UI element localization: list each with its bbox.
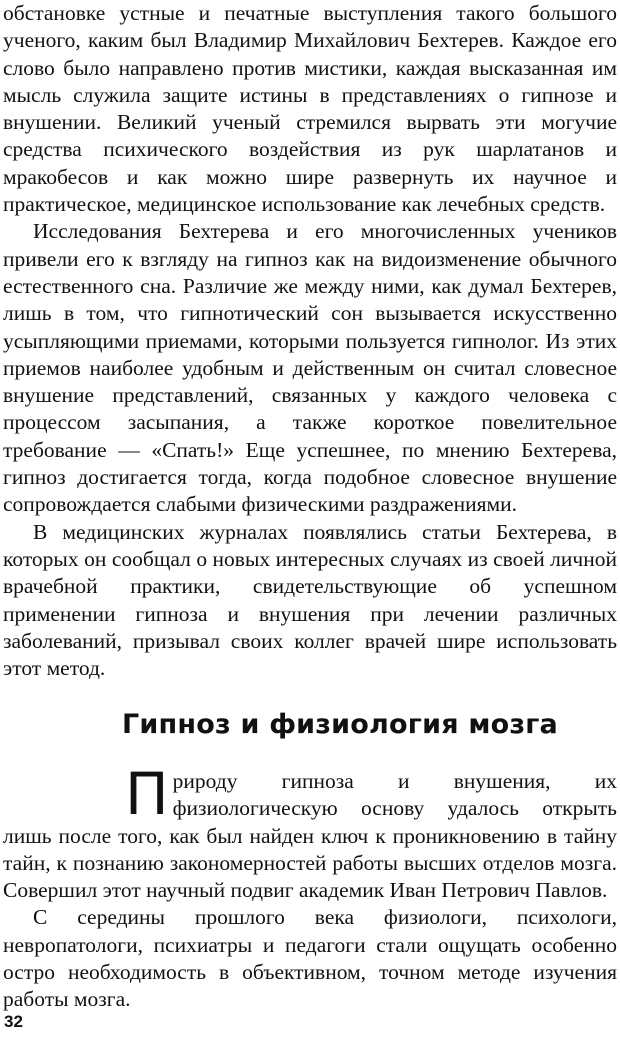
drop-cap: П bbox=[125, 760, 169, 828]
page-number: 32 bbox=[4, 1012, 23, 1031]
text-block-top bbox=[3, 0, 617, 682]
paragraph-body: рироду гипноза и внушения, их физиологическую основу удалось открыть лишь после того, как был найден ключ к проникновению в тайну тайн, к познанию закономерностей работы высших отделов мозга. Совершил этот научный подвиг академик Иван Петрович Павлов. bbox=[3, 769, 617, 903]
text-block-bottom bbox=[3, 760, 617, 1014]
paragraph: В медицинских журналах появлялись статьи Бехтерева, в которых он сообщал о новых интересных случаях из своей личной врачебной практики, свидетельствующие об успешном применении гипноза и внушения при лечении различных заболеваний, призывал своих коллег врачей шире использовать этот метод. bbox=[3, 519, 617, 681]
paragraph: С середины прошлого века физиологи, психологи, невропатологи, психиатры и педагоги стали ощущать особенно остро необходимость в объективном, точном методе изучения работы мозга. bbox=[3, 905, 617, 1012]
section-heading: Гипноз и физиология мозга bbox=[122, 709, 558, 740]
paragraph-with-dropcap bbox=[3, 760, 617, 904]
paragraph: Исследования Бехтерева и его многочисленных учеников привели его к взгляду на гипноз как на видоизменение обычного естественного сна. Различие же между ними, как думал Бехтерев, лишь в том, что гипнотический сон вызывается искусственно усыпляющими приемами, которыми пользуется гипнолог. Из этих приемов наиболее удобным и действенным он считал словесное внушение представлений, связанных у каждого человека с процессом засыпания, а также короткое повелительное требование — «Спать!» Еще успешнее, по мнению Бехтерева, гипноз достигается тогда, когда подобное словесное внушение сопровождается слабыми физическими раздражениями. bbox=[3, 219, 617, 517]
paragraph: обстановке устные и печатные выступления такого большого ученого, каким был Владимир Михайлович Бехтерев. Каждое его слово было направлено против мистики, каждая высказанная им мысль служила защите истины в представлениях о гипнозе и внушении. Великий ученый стремился вырвать эти могучие средства психического воздействия из рук шарлатанов и мракобесов и как можно шире развернуть их научное и практическое, медицинское использование как лечебных средств. bbox=[3, 1, 617, 217]
